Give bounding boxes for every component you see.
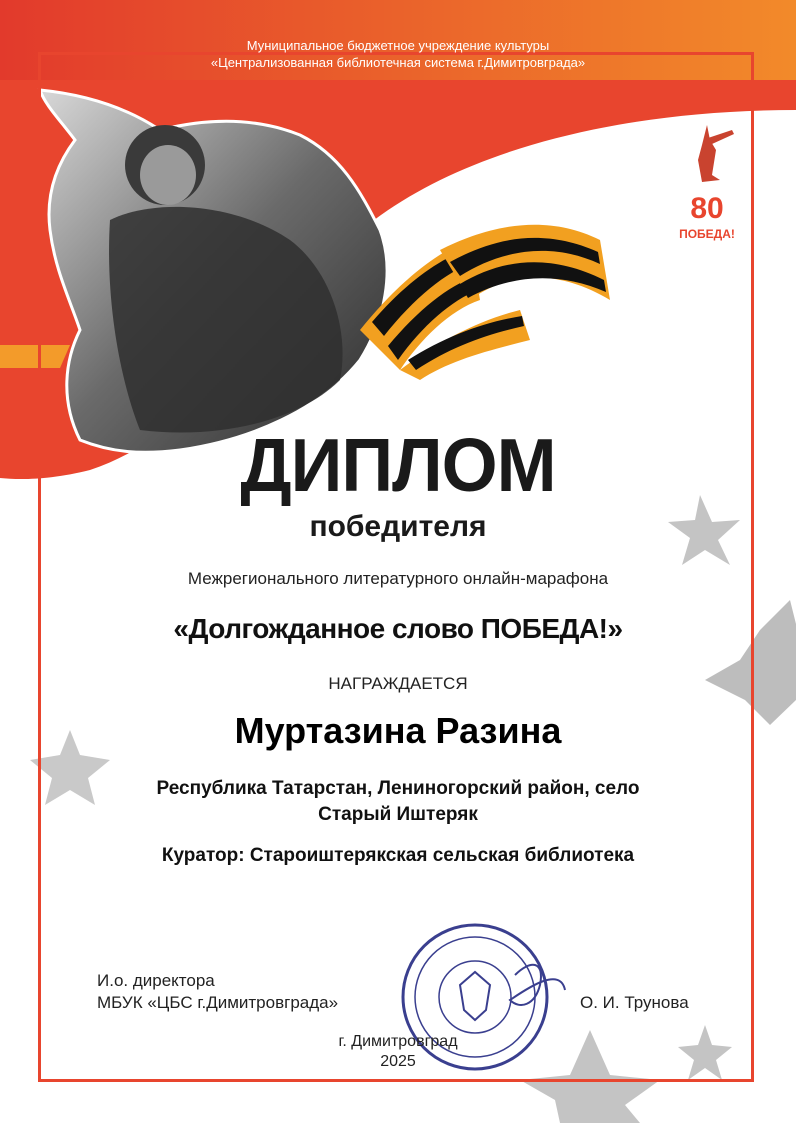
year: 2025	[380, 1053, 416, 1070]
marathon-text: Межрегионального литературного онлайн-марафона	[187, 569, 609, 588]
org-name-line1: Муниципальное бюджетное учреждение культуры	[246, 38, 550, 53]
victory-80-badge	[672, 120, 742, 250]
curator-text: Куратор: Староиштерякская сельская библиотека	[161, 845, 635, 866]
badge-text: ПОБЕДА!	[679, 227, 735, 241]
awarded-label: НАГРАЖДАЕТСЯ	[328, 674, 468, 693]
region-line2: Старый Иштеряк	[318, 804, 478, 825]
director-block	[97, 970, 338, 1014]
city-year-block	[0, 1032, 796, 1072]
signer-name: О. И. Трунова	[580, 993, 689, 1012]
region-line1: Республика Татарстан, Лениногорский район, село	[156, 778, 640, 799]
event-name: «Долгожданное слово ПОБЕДА!»	[173, 613, 623, 644]
city-name: г. Димитровград	[338, 1033, 458, 1050]
recipient-region	[60, 776, 736, 828]
org-name-line2: «Централизованная библиотечная система г.Димитровграда»	[210, 55, 586, 70]
recipient-name: Муртазина Разина	[234, 710, 562, 751]
diploma-border	[38, 52, 754, 1082]
diploma-subtitle: победителя	[309, 510, 487, 543]
diploma-title: ДИПЛОМ	[240, 424, 556, 508]
director-role: И.о. директора	[97, 971, 215, 990]
badge-number: 80	[690, 192, 724, 225]
director-org: МБУК «ЦБС г.Димитровграда»	[97, 993, 339, 1012]
